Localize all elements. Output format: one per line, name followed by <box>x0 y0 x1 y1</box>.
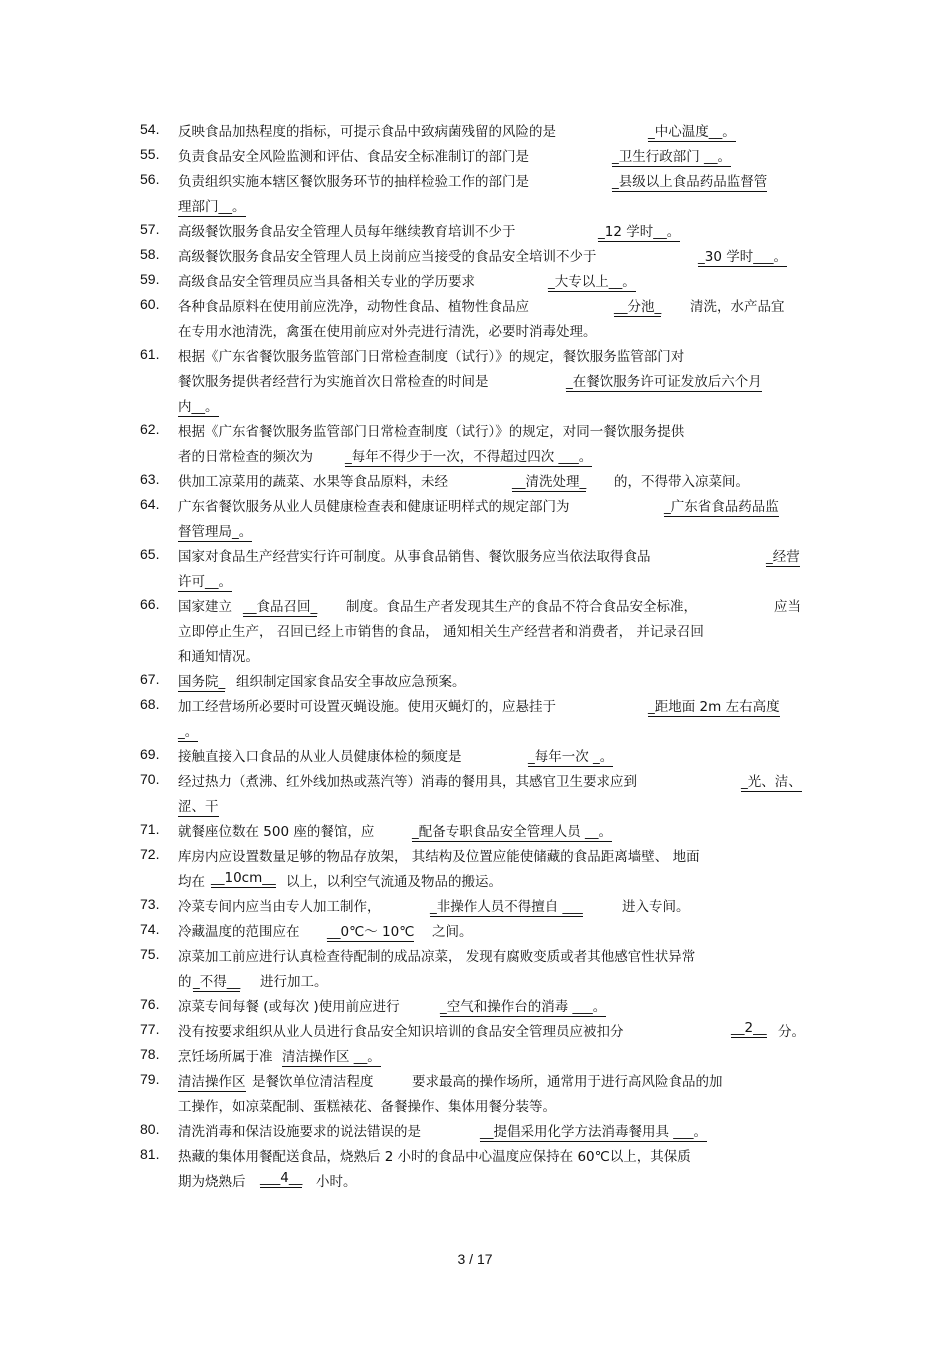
question-number: 70. <box>140 771 160 787</box>
answer-blank: __0℃～ 10℃ <box>327 920 414 942</box>
answer-blank: _距地面 2m 左右高度 <box>648 695 780 717</box>
question-text: 和通知情况。 <box>178 649 259 665</box>
question-text: 广东省餐饮服务从业人员健康检查表和健康证明样式的规定部门为 <box>178 499 570 515</box>
question-text: 负责组织实施本辖区餐饮服务环节的抽样检验工作的部门是 <box>178 174 529 190</box>
question-text: 库房内应设置数量足够的物品存放架， 其结构及位置应能使储藏的食品距离墙壁、 地面 <box>178 849 700 865</box>
answer-blank: _中心温度__。 <box>648 120 736 142</box>
answer-blank: _配备专职食品安全管理人员 __。 <box>412 820 612 842</box>
question-text: 进行加工。 <box>260 974 328 990</box>
question-text: 的，不得带入凉菜间。 <box>614 474 749 490</box>
answer-blank: _大专以上__。 <box>548 270 636 292</box>
answer-blank: 许可__。 <box>178 570 232 592</box>
answer-blank: _广东省食品药品监 <box>664 495 779 517</box>
question-number: 66. <box>140 596 160 612</box>
answer-blank: __10cm__ <box>211 870 276 886</box>
page-number: 3 / 17 <box>457 1251 493 1267</box>
question-text: 分。 <box>778 1024 805 1040</box>
question-text: 各种食品原料在使用前应洗净，动物性食品、植物性食品应 <box>178 299 529 315</box>
question-text: 热藏的集体用餐配送食品，烧熟后 2 小时的食品中心温度应保持在 60℃以上，其保质 <box>178 1149 691 1165</box>
question-number: 69. <box>140 746 160 762</box>
question-text: 供加工凉菜用的蔬菜、水果等食品原料，未经 <box>178 474 448 490</box>
question-text: 高级餐饮服务食品安全管理人员每年继续教育培训不少于 <box>178 224 516 240</box>
question-text: 立即停止生产， 召回已经上市销售的食品， 通知相关生产经营者和消费者， 并记录召回 <box>178 624 704 640</box>
question-text: 的 <box>178 974 192 990</box>
question-number: 55. <box>140 146 160 162</box>
answer-blank: __食品召回_ <box>243 595 317 617</box>
answer-blank: _非操作人员不得擅自 ___ <box>430 895 583 917</box>
question-number: 63. <box>140 471 160 487</box>
question-number: 64. <box>140 496 160 512</box>
answer-blank: 涩、干 <box>178 795 219 817</box>
question-text: 接触直接入口食品的从业人员健康体检的频度是 <box>178 749 462 765</box>
question-number: 57. <box>140 221 160 237</box>
question-number: 76. <box>140 996 160 1012</box>
question-text: 凉菜加工前应进行认真检查待配制的成品凉菜， 发现有腐败变质或者其他感官性状异常 <box>178 949 696 965</box>
question-number: 61. <box>140 346 160 362</box>
answer-blank: __提倡采用化学方法消毒餐用具 ___。 <box>480 1120 707 1142</box>
question-text: 就餐座位数在 500 座的餐馆，应 <box>178 824 375 840</box>
question-text: 高级食品安全管理员应当具备相关专业的学历要求 <box>178 274 475 290</box>
answer-blank: _。 <box>178 720 198 742</box>
answer-blank: _不得__ <box>193 970 240 992</box>
question-text: 在专用水池清洗，禽蛋在使用前应对外壳进行清洗，必要时消毒处理。 <box>178 324 597 340</box>
question-text: 要求最高的操作场所，通常用于进行高风险食品的加 <box>412 1074 723 1090</box>
question-text: 应当 <box>774 599 801 615</box>
question-number: 65. <box>140 546 160 562</box>
answer-blank: __2__ <box>731 1020 767 1036</box>
question-number: 81. <box>140 1146 160 1162</box>
question-text: 凉菜专间每餐 (或每次 )使用前应进行 <box>178 999 400 1015</box>
question-text: 高级餐饮服务食品安全管理人员上岗前应当接受的食品安全培训不少于 <box>178 249 597 265</box>
question-text: 冷菜专间内应当由专人加工制作， <box>178 899 381 915</box>
answer-blank: 国务院_ <box>178 670 225 692</box>
question-text: 之间。 <box>432 924 473 940</box>
answer-blank: 督管理局_。 <box>178 520 252 542</box>
question-number: 58. <box>140 246 160 262</box>
answer-blank: _经营 <box>766 545 800 567</box>
answer-blank: 理部门__。 <box>178 195 246 217</box>
question-number: 67. <box>140 671 160 687</box>
question-number: 54. <box>140 121 160 137</box>
question-text: 以上，以利空气流通及物品的搬运。 <box>286 874 502 890</box>
question-text: 加工经营场所必要时可设置灭蝇设施。使用灭蝇灯的，应悬挂于 <box>178 699 556 715</box>
question-text: 制度。食品生产者发现其生产的食品不符合食品安全标准， <box>346 599 697 615</box>
question-number: 59. <box>140 271 160 287</box>
question-text: 国家建立 <box>178 599 232 615</box>
answer-blank: _在餐饮服务许可证发放后六个月 <box>566 370 762 392</box>
answer-blank: _光、洁、 <box>741 770 802 792</box>
answer-blank: _县级以上食品药品监督管 <box>612 170 767 192</box>
question-text: 组织制定国家食品安全事故应急预案。 <box>236 674 466 690</box>
question-number: 75. <box>140 946 160 962</box>
answer-blank: _12 学时__。 <box>598 220 680 242</box>
question-number: 71. <box>140 821 160 837</box>
question-number: 78. <box>140 1046 160 1062</box>
answer-blank: 清洁操作区 __。 <box>282 1045 381 1067</box>
question-text: 根据《广东省餐饮服务监管部门日常检查制度（试行）》的规定，餐饮服务监管部门对 <box>178 349 685 365</box>
question-text: 是餐饮单位清洁程度 <box>252 1074 374 1090</box>
question-number: 73. <box>140 896 160 912</box>
question-text: 烹饪场所属于准 <box>178 1049 273 1065</box>
question-text: 负责食品安全风险监测和评估、食品安全标准制订的部门是 <box>178 149 529 165</box>
answer-blank: 内__。 <box>178 395 219 417</box>
answer-blank: _空气和操作台的消毒 ___。 <box>440 995 606 1017</box>
answer-blank: __清洗处理_ <box>512 470 586 492</box>
answer-blank: _每年一次 _。 <box>528 745 613 767</box>
question-text: 清洗，水产品宜 <box>690 299 785 315</box>
question-number: 77. <box>140 1021 160 1037</box>
question-text: 冷藏温度的范围应在 <box>178 924 300 940</box>
question-text: 根据《广东省餐饮服务监管部门日常检查制度（试行）》的规定，对同一餐饮服务提供 <box>178 424 685 440</box>
question-text: 国家对食品生产经营实行许可制度。从事食品销售、餐饮服务应当依法取得食品 <box>178 549 651 565</box>
question-number: 68. <box>140 696 160 712</box>
question-number: 56. <box>140 171 160 187</box>
question-text: 反映食品加热程度的指标，可提示食品中致病菌残留的风险的是 <box>178 124 556 140</box>
question-text: 工操作，如凉菜配制、蛋糕裱花、备餐操作、集体用餐分装等。 <box>178 1099 556 1115</box>
question-number: 72. <box>140 846 160 862</box>
question-text: 清洗消毒和保洁设施要求的说法错误的是 <box>178 1124 421 1140</box>
question-number: 79. <box>140 1071 160 1087</box>
answer-blank: _每年不得少于一次，不得超过四次 ___。 <box>345 445 592 467</box>
question-number: 62. <box>140 421 160 437</box>
question-text: 期为烧熟后 <box>178 1174 246 1190</box>
question-number: 80. <box>140 1121 160 1137</box>
question-text: 餐饮服务提供者经营行为实施首次日常检查的时间是 <box>178 374 489 390</box>
answer-blank: _卫生行政部门 __。 <box>612 145 731 167</box>
question-number: 74. <box>140 921 160 937</box>
question-text: 进入专间。 <box>622 899 690 915</box>
question-text: 没有按要求组织从业人员进行食品安全知识培训的食品安全管理员应被扣分 <box>178 1024 624 1040</box>
question-text: 小时。 <box>316 1174 357 1190</box>
answer-blank: 清洁操作区 <box>178 1070 246 1092</box>
answer-blank: _30 学时___。 <box>698 245 787 267</box>
answer-blank: ___4__ <box>260 1170 303 1186</box>
question-text: 者的日常检查的频次为 <box>178 449 313 465</box>
question-text: 均在 <box>178 874 205 890</box>
answer-blank: __分池_ <box>614 295 661 317</box>
question-text: 经过热力（煮沸、红外线加热或蒸汽等）消毒的餐用具，其感官卫生要求应到 <box>178 774 637 790</box>
question-number: 60. <box>140 296 160 312</box>
